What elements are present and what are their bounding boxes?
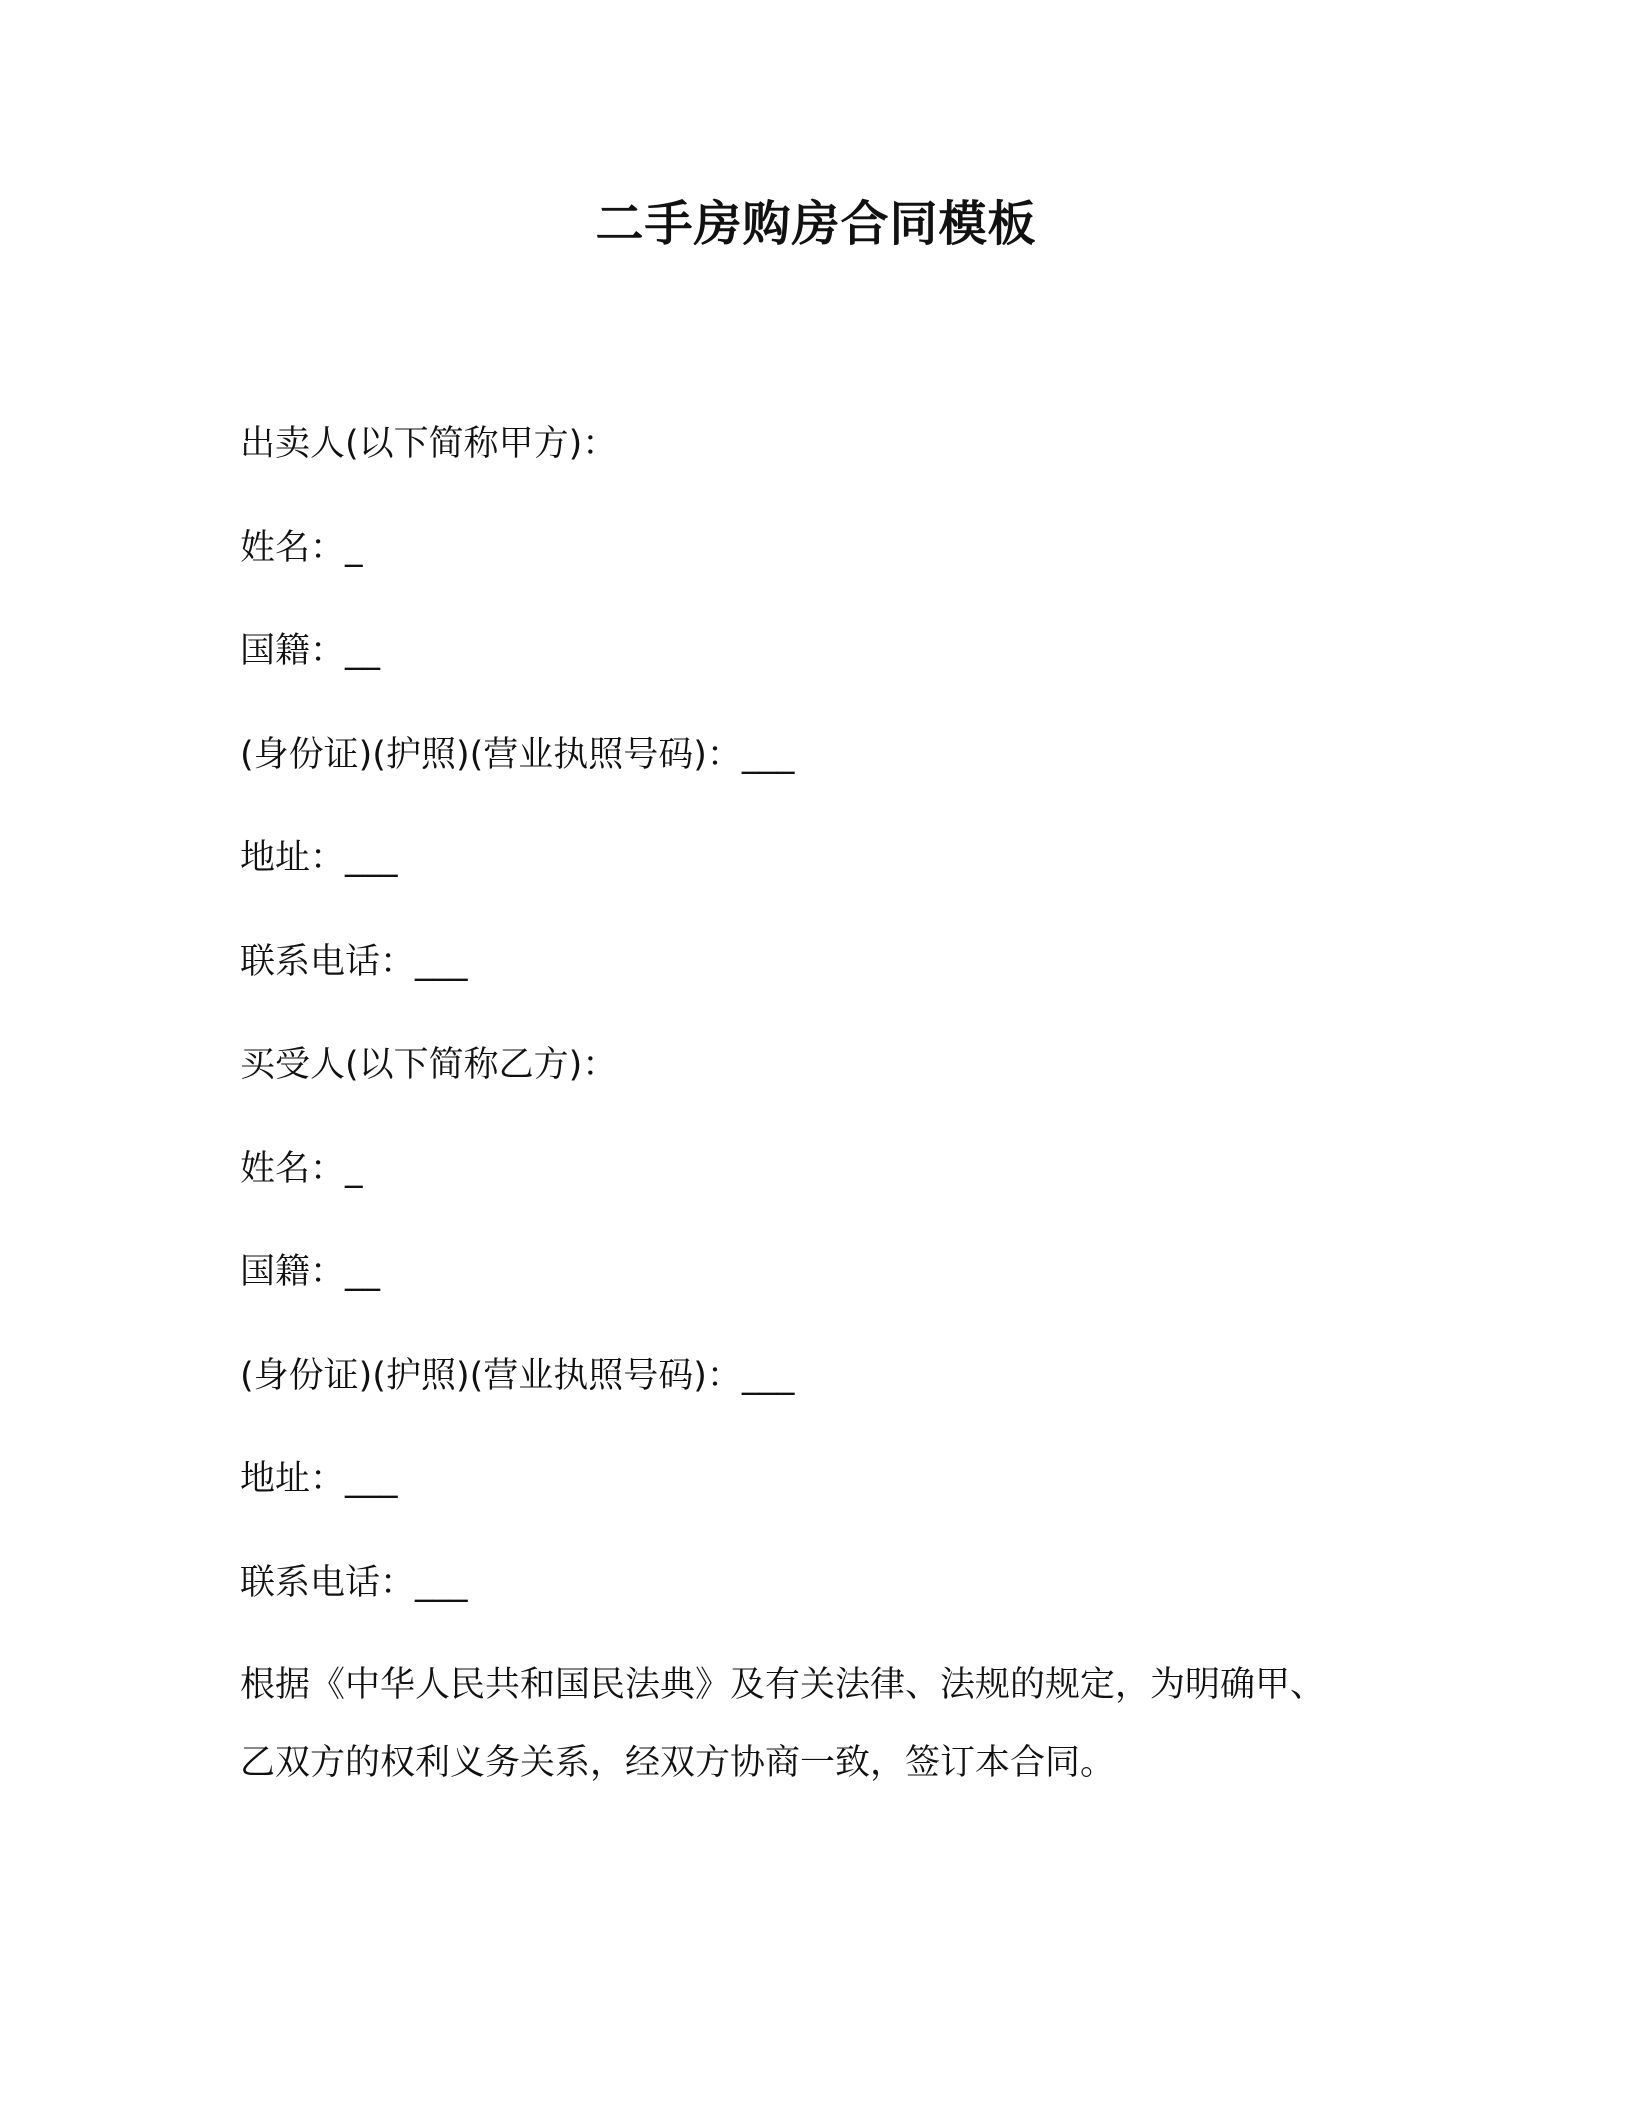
preamble-line-2: 乙双方的权利义务关系，经双方协商一致，签订本合同。 (240, 1743, 1116, 1783)
buyer-nationality-field: 国籍：__ (240, 1252, 381, 1292)
seller-id-field: (身份证)(护照)(营业执照号码)：___ (240, 735, 795, 775)
seller-name-field: 姓名：_ (240, 528, 363, 568)
document-title: 二手房购房合同模板 (595, 196, 1037, 252)
buyer-heading: 买受人(以下简称乙方)： (240, 1045, 618, 1085)
seller-heading: 出卖人(以下简称甲方)： (240, 424, 618, 464)
seller-address-field: 地址：___ (240, 838, 398, 878)
buyer-name-field: 姓名：_ (240, 1149, 363, 1189)
seller-nationality-field: 国籍：__ (240, 631, 381, 671)
buyer-address-field: 地址：___ (240, 1459, 398, 1499)
buyer-id-field: (身份证)(护照)(营业执照号码)：___ (240, 1356, 795, 1396)
preamble-line-1: 根据《中华人民共和国民法典》及有关法律、法规的规定，为明确甲、 (240, 1665, 1326, 1705)
seller-phone-field: 联系电话：___ (240, 942, 468, 982)
buyer-phone-field: 联系电话：___ (240, 1563, 468, 1603)
preamble-paragraph (240, 1646, 1400, 1802)
